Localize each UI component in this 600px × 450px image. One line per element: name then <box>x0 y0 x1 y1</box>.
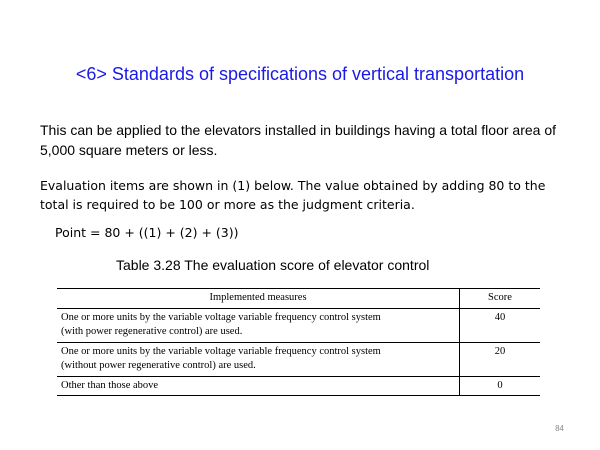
table-caption: Table 3.28 The evaluation score of elevator control <box>116 257 430 273</box>
slide-title: <6> Standards of specifications of vertical transportation <box>75 64 525 84</box>
header-measures: Implemented measures <box>209 292 307 303</box>
evaluation-score-table <box>57 288 540 396</box>
measure-line: (with power regenerative control) are used. <box>61 326 243 337</box>
score-cell: 20 <box>460 342 541 376</box>
measure-line: Other than those above <box>61 379 159 391</box>
measure-line: (without power regenerative control) are used. <box>61 360 256 371</box>
measure-line: One or more units by the variable voltage variable frequency control system <box>61 345 381 357</box>
table-header-row <box>57 289 540 309</box>
measure-cell <box>57 308 460 342</box>
intro-paragraph: This can be applied to the elevators installed in buildings having a total floor area of 5,000 square meters or less. <box>40 122 556 158</box>
measure-line: One or more units by the variable voltage variable frequency control system <box>61 311 381 323</box>
point-formula: Point = 80 + ((1) + (2) + (3)) <box>55 225 239 240</box>
score-cell: 0 <box>460 376 541 396</box>
evaluation-paragraph: Evaluation items are shown in (1) below. The value obtained by adding 80 to the total is required to be 100 or more as the judgment criteria. <box>40 178 546 212</box>
page-number: 84 <box>555 424 564 433</box>
measure-cell <box>57 376 460 396</box>
score-cell: 40 <box>460 308 541 342</box>
table-row <box>57 308 540 342</box>
header-score: Score <box>460 289 541 309</box>
table-row <box>57 342 540 376</box>
table-row <box>57 376 540 396</box>
measure-cell <box>57 342 460 376</box>
